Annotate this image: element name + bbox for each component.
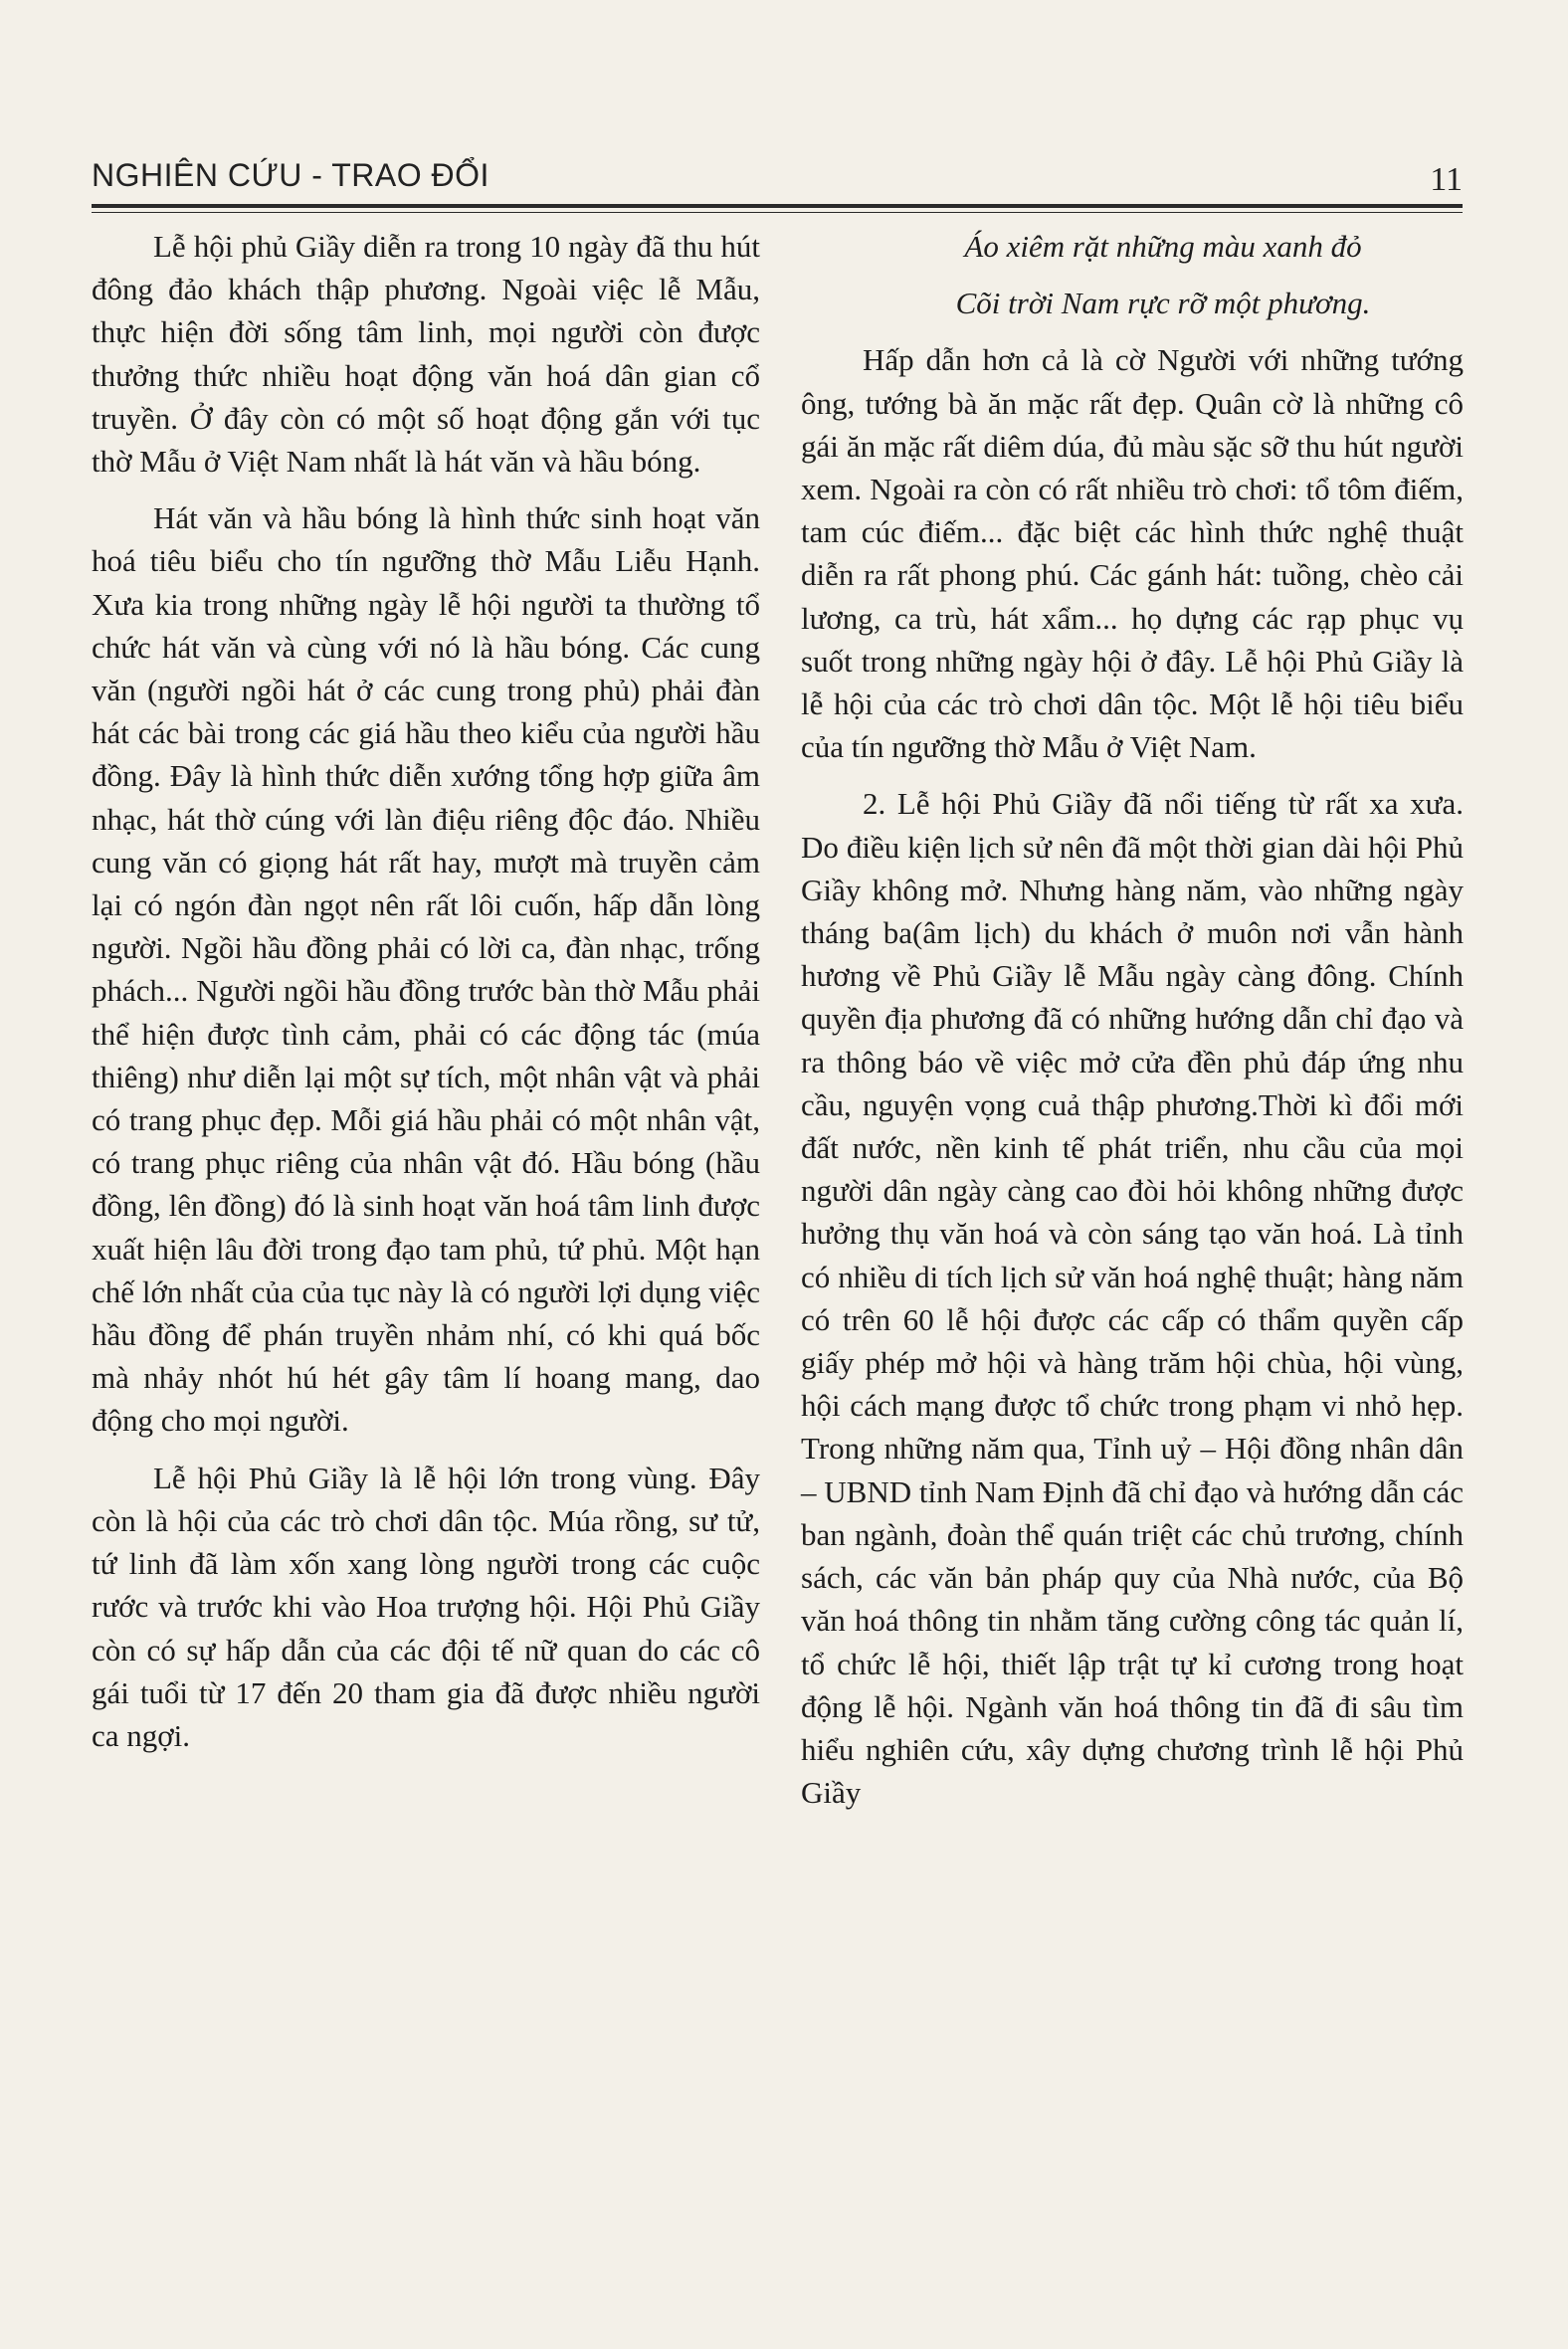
- left-column: [92, 225, 760, 1771]
- paragraph: Hát văn và hầu bóng là hình thức sinh hoạt văn hoá tiêu biểu cho tín ngưỡng thờ Mẫu Liễu Hạnh. Xưa kia trong những ngày lễ hội người ta thường tổ chức hát văn và cùng với nó là hầu bóng. Các cung văn (người ngồi hát ở các cung trong phủ) phải đàn hát các bài trong các giá hầu theo kiểu của người hầu đồng. Đây là hình thức diễn xướng tổng hợp giữa âm nhạc, hát thờ cúng với làn điệu riêng độc đáo. Nhiều cung văn có giọng hát rất hay, mượt mà truyền cảm lại có ngón đàn ngọt nên rất lôi cuốn, hấp dẫn lòng người. Ngồi hầu đồng phải có lời ca, đàn nhạc, trống phách... Người ngồi hầu đồng trước bàn thờ Mẫu phải thể hiện được tình cảm, phải có các động tác (múa thiêng) như diễn lại một sự tích, một nhân vật và phải có trang phục đẹp. Mỗi giá hầu phải có một nhân vật, có trang phục riêng của nhân vật đó. Hầu bóng (hầu đồng, lên đồng) đó là sinh hoạt văn hoá tâm linh được xuất hiện lâu đời trong đạo tam phủ, tứ phủ. Một hạn chế lớn nhất của của tục này là có người lợi dụng việc hầu đồng để phán truyền nhảm nhí, có khi quá bốc mà nhảy nhót hú hét gây tâm lí hoang mang, dao động cho mọi người.: [92, 500, 760, 1439]
- paragraph: Hấp dẫn hơn cả là cờ Người với những tướng ông, tướng bà ăn mặc rất đẹp. Quân cờ là những cô gái ăn mặc rất diêm dúa, đủ màu sặc sỡ thu hút người xem. Ngoài ra còn có rất nhiều trò chơi: tổ tôm điếm, tam cúc điếm... đặc biệt các hình thức nghệ thuật diễn ra rất phong phú. Các gánh hát: tuồng, chèo cải lương, ca trù, hát xẩm... họ dựng các rạp phục vụ suốt trong những ngày hội ở đây. Lễ hội Phủ Giầy là lễ hội của các trò chơi dân tộc. Một lễ hội tiêu biểu của tín ngưỡng thờ Mẫu ở Việt Nam.: [801, 342, 1464, 765]
- section-title: NGHIÊN CỨU - TRAO ĐỔI: [92, 157, 490, 193]
- header-rule-thin: [92, 212, 1463, 213]
- paragraph: 2. Lễ hội Phủ Giầy đã nổi tiếng từ rất xa xưa. Do điều kiện lịch sử nên đã một thời gian dài hội Phủ Giầy không mở. Nhưng hàng năm, vào những ngày tháng ba(âm lịch) du khách ở muôn nơi vẫn hành hương về Phủ Giầy lễ Mẫu ngày càng đông. Chính quyền địa phương đã có những hướng dẫn chỉ đạo và ra thông báo về việc mở cửa đền phủ đáp ứng nhu cầu, nguyện vọng cuả thập phương.Thời kì đổi mới đất nước, nền kinh tế phát triển, nhu cầu của mọi người dân ngày càng cao đòi hỏi không những được hưởng thụ văn hoá và còn sáng tạo văn hoá. Là tỉnh có nhiều di tích lịch sử văn hoá nghệ thuật; hàng năm có trên 60 lễ hội được các cấp có thẩm quyền cấp giấy phép mở hội và hàng trăm hội chùa, hội vùng, hội cách mạng được tổ chức trong phạm vi nhỏ hẹp. Trong những năm qua, Tỉnh uỷ – Hội đồng nhân dân – UBND tỉnh Nam Định đã chỉ đạo và hướng dẫn các ban ngành, đoàn thể quán triệt các chủ trương, chính sách, các văn bản pháp quy của Nhà nước, của Bộ văn hoá thông tin nhằm tăng cường công tác quản lí, tổ chức lễ hội, thiết lập trật tự kỉ cương trong hoạt động lễ hội. Ngành văn hoá thông tin đã đi sâu tìm hiểu nghiên cứu, xây dựng chương trình lễ hội Phủ Giầy: [801, 786, 1464, 1811]
- header-rule-thick: [92, 204, 1463, 208]
- running-header: [92, 157, 1463, 201]
- verse-block: [801, 225, 1464, 324]
- verse-line: Cõi trời Nam rực rỡ một phương.: [955, 286, 1371, 321]
- page-number: 11: [1430, 161, 1463, 198]
- right-column: [801, 225, 1464, 1828]
- paragraph: Lễ hội Phủ Giầy là lễ hội lớn trong vùng. Đây còn là hội của các trò chơi dân tộc. Múa rồng, sư tử, tứ linh đã làm xốn xang lòng người trong các cuộc rước và trước khi vào Hoa trượng hội. Hội Phủ Giầy còn có sự hấp dẫn của các đội tế nữ quan do các cô gái tuổi từ 17 đến 20 tham gia đã được nhiều người ca ngợi.: [92, 1460, 760, 1753]
- paragraph: Lễ hội phủ Giầy diễn ra trong 10 ngày đã thu hút đông đảo khách thập phương. Ngoài việc lễ Mẫu, thực hiện đời sống tâm linh, mọi người còn được thưởng thức nhiều hoạt động văn hoá dân gian cổ truyền. Ở đây còn có một số hoạt động gắn với tục thờ Mẫu ở Việt Nam nhất là hát văn và hầu bóng.: [92, 229, 760, 480]
- verse-line: Áo xiêm rặt những màu xanh đỏ: [964, 229, 1362, 264]
